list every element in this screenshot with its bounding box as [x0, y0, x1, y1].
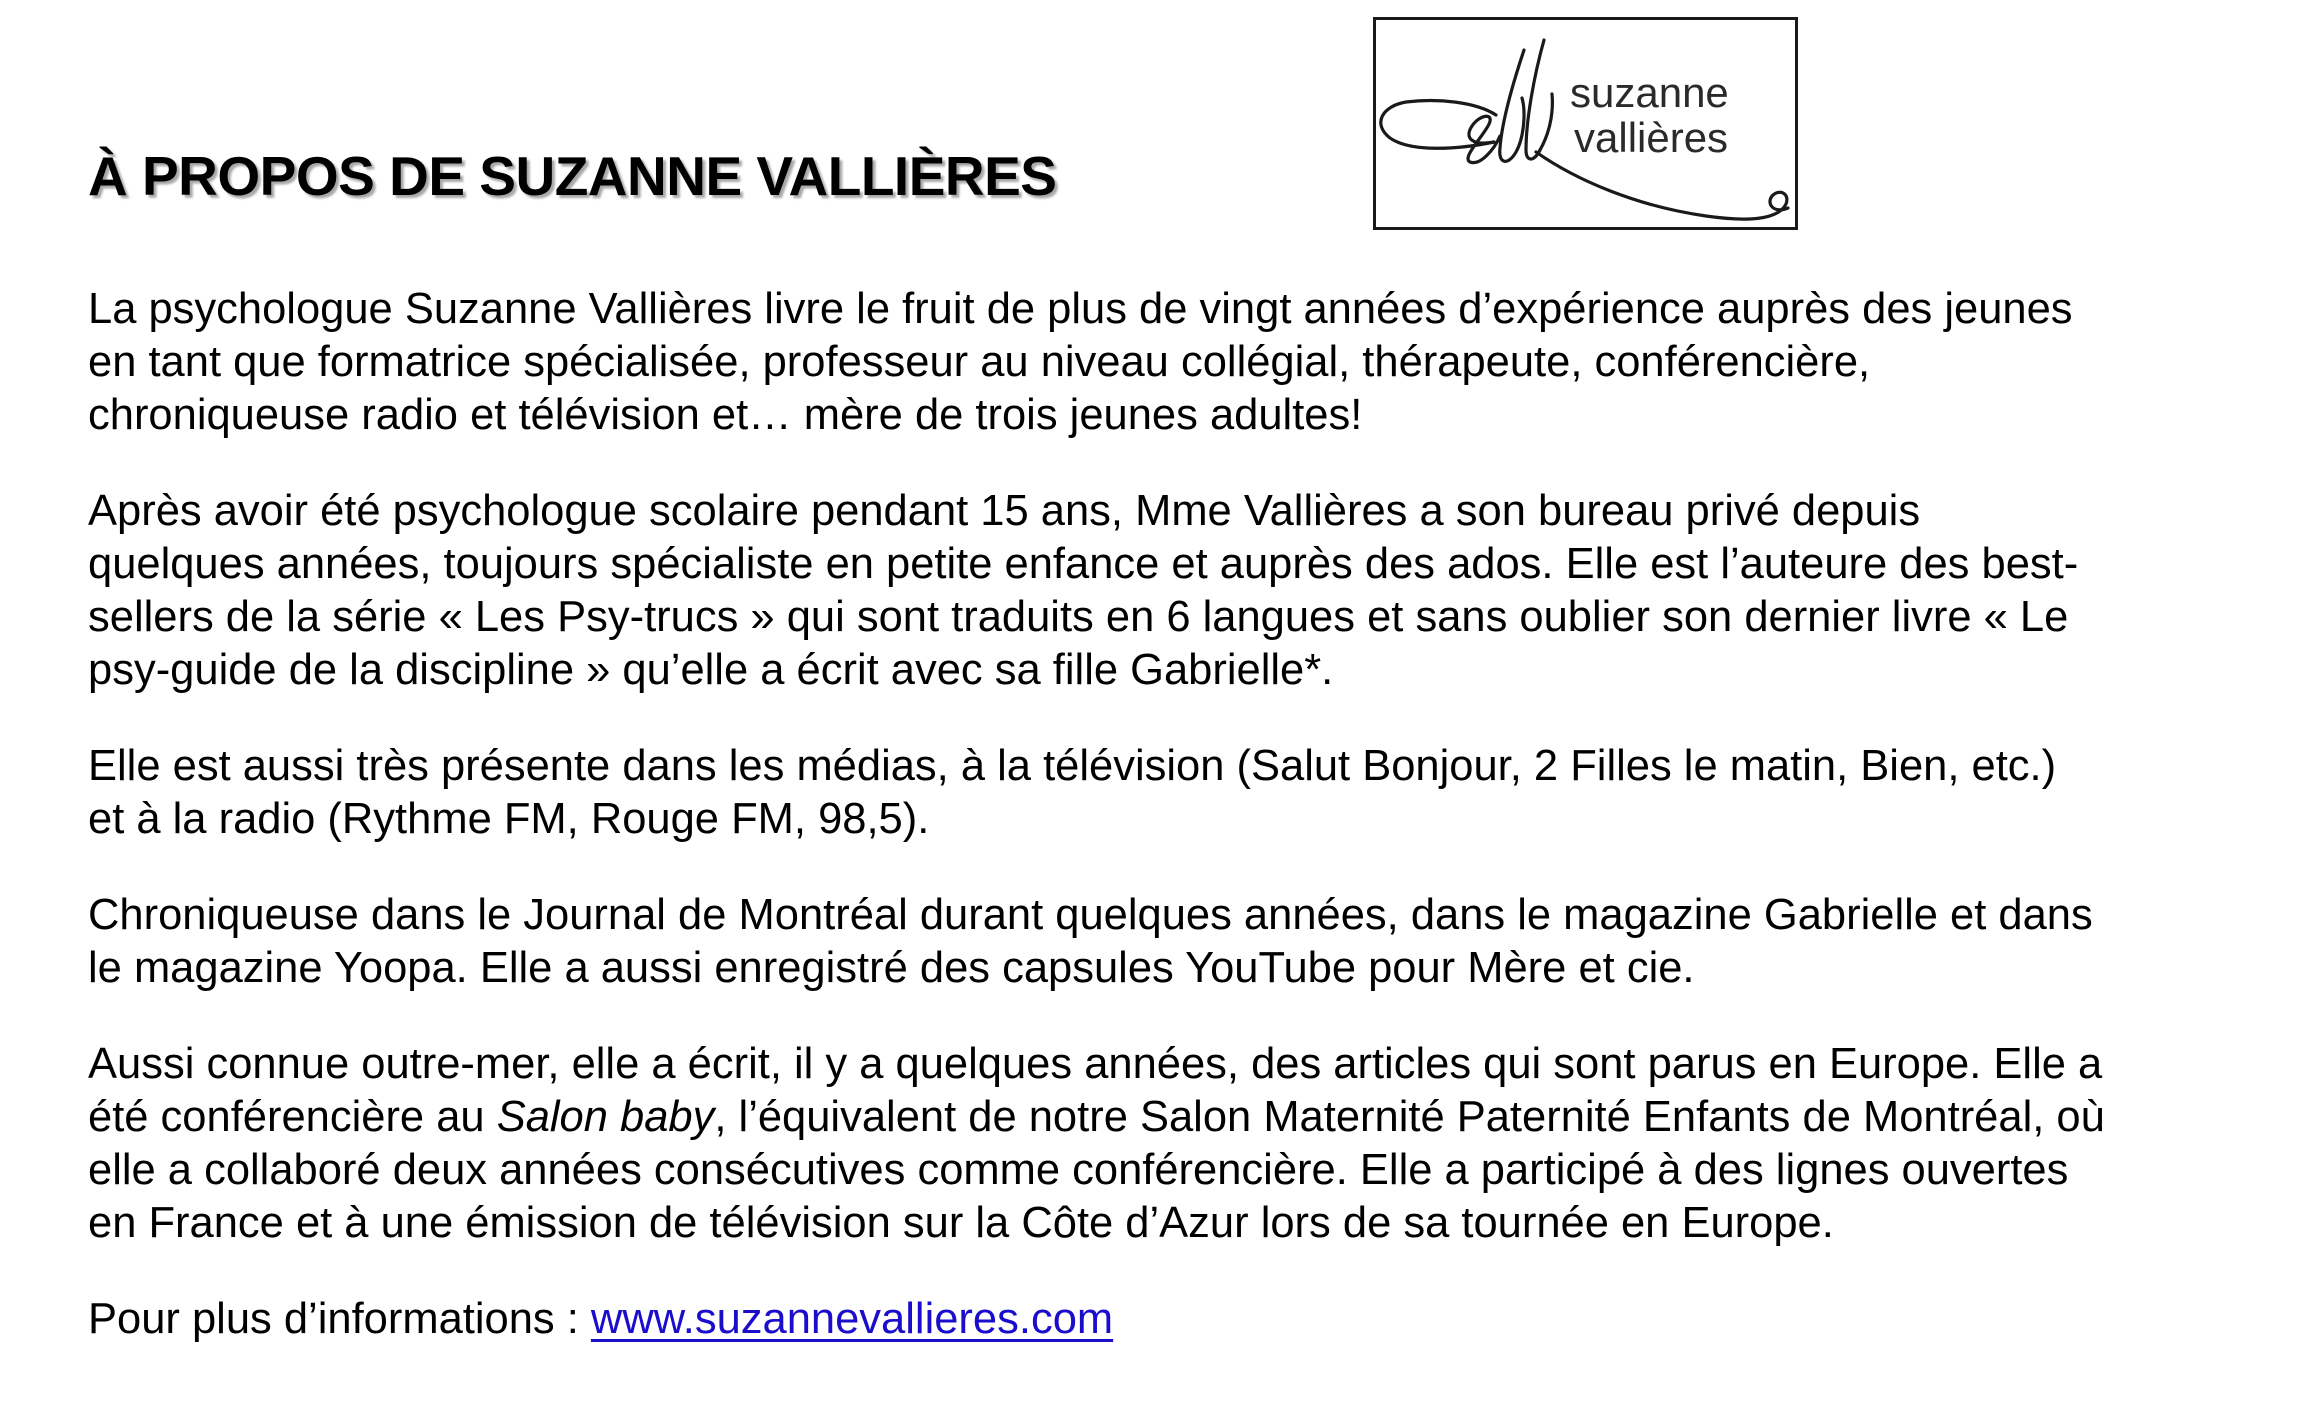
- text-line: en France et à une émission de télévision sur la Côte d’Azur lors de sa tournée en Europe.: [88, 1199, 1834, 1247]
- text-line: Aussi connue outre-mer, elle a écrit, il y a quelques années, des articles qui sont parus en Europe. Elle a: [88, 1040, 2103, 1088]
- text-line: Après avoir été psychologue scolaire pendant 15 ans, Mme Vallières a son bureau privé depuis: [88, 487, 1921, 535]
- text-line: elle a collaboré deux années consécutives comme conférencière. Elle a participé à des lignes ouvertes: [88, 1146, 2069, 1194]
- text-line: quelques années, toujours spécialiste en petite enfance et auprès des ados. Elle est l’auteure des best-: [88, 540, 2079, 588]
- text-line: [88, 1091, 2268, 1144]
- text-line: La psychologue Suzanne Vallières livre le fruit de plus de vingt années d’expérience auprès des jeunes: [88, 285, 2073, 333]
- paragraph-more-info: [88, 1293, 2268, 1346]
- biography-content: [88, 283, 2268, 1346]
- more-info-label: Pour plus d’informations :: [88, 1295, 591, 1343]
- text-line: sellers de la série « Les Psy-trucs » qui sont traduits en 6 langues et sans oublier son dernier livre « Le: [88, 593, 2069, 641]
- text-fragment: été conférencière au: [88, 1093, 497, 1141]
- text-line: Elle est aussi très présente dans les médias, à la télévision (Salut Bonjour, 2 Filles le matin, Bien, etc.): [88, 742, 2057, 790]
- text-line: le magazine Yoopa. Elle a aussi enregistré des capsules YouTube pour Mère et cie.: [88, 944, 1695, 992]
- logo-name-last: vallières: [1574, 114, 1729, 161]
- paragraph-columns: [88, 889, 2268, 995]
- website-link[interactable]: www.suzannevallieres.com: [590, 1295, 1114, 1343]
- paragraph-intro: [88, 283, 2268, 442]
- text-line: chroniqueuse radio et télévision et… mère de trois jeunes adultes!: [88, 391, 1363, 439]
- text-line: Chroniqueuse dans le Journal de Montréal durant quelques années, dans le magazine Gabrielle et dans: [88, 891, 2093, 939]
- paragraph-europe: [88, 1038, 2268, 1250]
- paragraph-media: [88, 740, 2268, 846]
- text-line: en tant que formatrice spécialisée, professeur au niveau collégial, thérapeute, conférencière,: [88, 338, 1871, 386]
- page-title: À PROPOS DE SUZANNE VALLIÈRES: [88, 145, 1057, 207]
- text-line: et à la radio (Rythme FM, Rouge FM, 98,5).: [88, 795, 930, 843]
- text-fragment: , l’équivalent de notre Salon Maternité Paternité Enfants de Montréal, où: [714, 1093, 2105, 1141]
- logo-name-first: suzanne: [1570, 69, 1729, 116]
- brand-logo: [1373, 17, 1798, 230]
- paragraph-career: [88, 485, 2268, 697]
- event-name-italic: Salon baby: [496, 1093, 715, 1141]
- text-line: psy-guide de la discipline » qu’elle a écrit avec sa fille Gabrielle*.: [88, 646, 1334, 694]
